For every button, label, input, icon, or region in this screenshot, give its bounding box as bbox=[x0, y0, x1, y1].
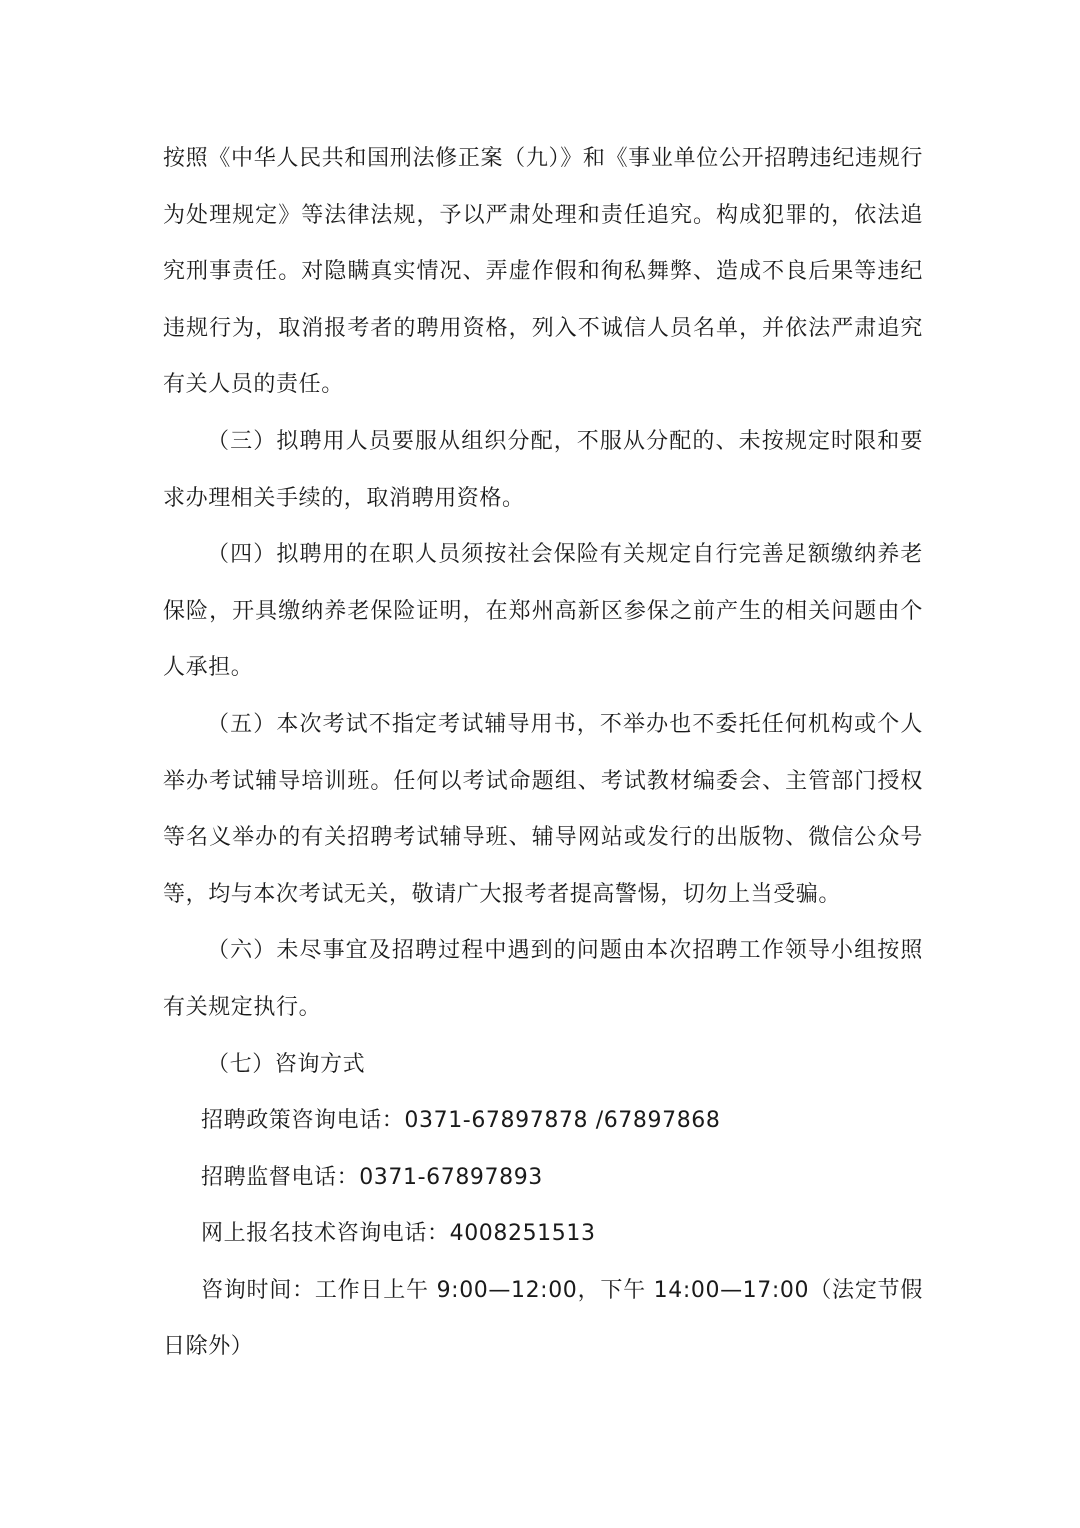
paragraph-item-5: （五）本次考试不指定考试辅导用书，不举办也不委托任何机构或个人举办考试辅导培训班。任何以考试命题组、考试教材编委会、主管部门授权等名义举办的有关招聘考试辅导班、辅导网站或发行的出版物、微信公众号等，均与本次考试无关，敬请广大报考者提高警惕，切勿上当受骗。 bbox=[163, 711, 923, 907]
consultation-hours-line: 咨询时间：工作日上午 9:00—12:00，下午 14:00—17:00（法定节假日除外） bbox=[163, 1277, 923, 1360]
paragraph-legal-consequences: 按照《中华人民共和国刑法修正案（九）》和《事业单位公开招聘违纪违规行为处理规定》等法律法规，予以严肃处理和责任追究。构成犯罪的，依法追究刑事责任。对隐瞒真实情况、弄虚作假和徇私舞弊、造成不良后果等违纪违规行为，取消报考者的聘用资格，列入不诚信人员名单，并依法严肃追究有关人员的责任。 bbox=[163, 146, 923, 398]
paragraph-item-7-heading: （七）咨询方式 bbox=[207, 1051, 366, 1077]
document-body bbox=[163, 131, 923, 1376]
paragraph-item-3: （三）拟聘用人员要服从组织分配，不服从分配的、未按规定时限和要求办理相关手续的，取消聘用资格。 bbox=[163, 428, 923, 511]
paragraph-item-6: （六）未尽事宜及招聘过程中遇到的问题由本次招聘工作领导小组按照有关规定执行。 bbox=[163, 938, 923, 1020]
policy-phone-line: 招聘政策咨询电话：0371-67897878 /67897868 bbox=[201, 1108, 721, 1134]
tech-phone-line: 网上报名技术咨询电话：4008251513 bbox=[201, 1221, 596, 1247]
paragraph-item-4: （四）拟聘用的在职人员须按社会保险有关规定自行完善足额缴纳养老保险，开具缴纳养老保险证明，在郑州高新区参保之前产生的相关问题由个人承担。 bbox=[163, 542, 923, 681]
supervision-phone-line: 招聘监督电话：0371-67897893 bbox=[201, 1164, 543, 1190]
